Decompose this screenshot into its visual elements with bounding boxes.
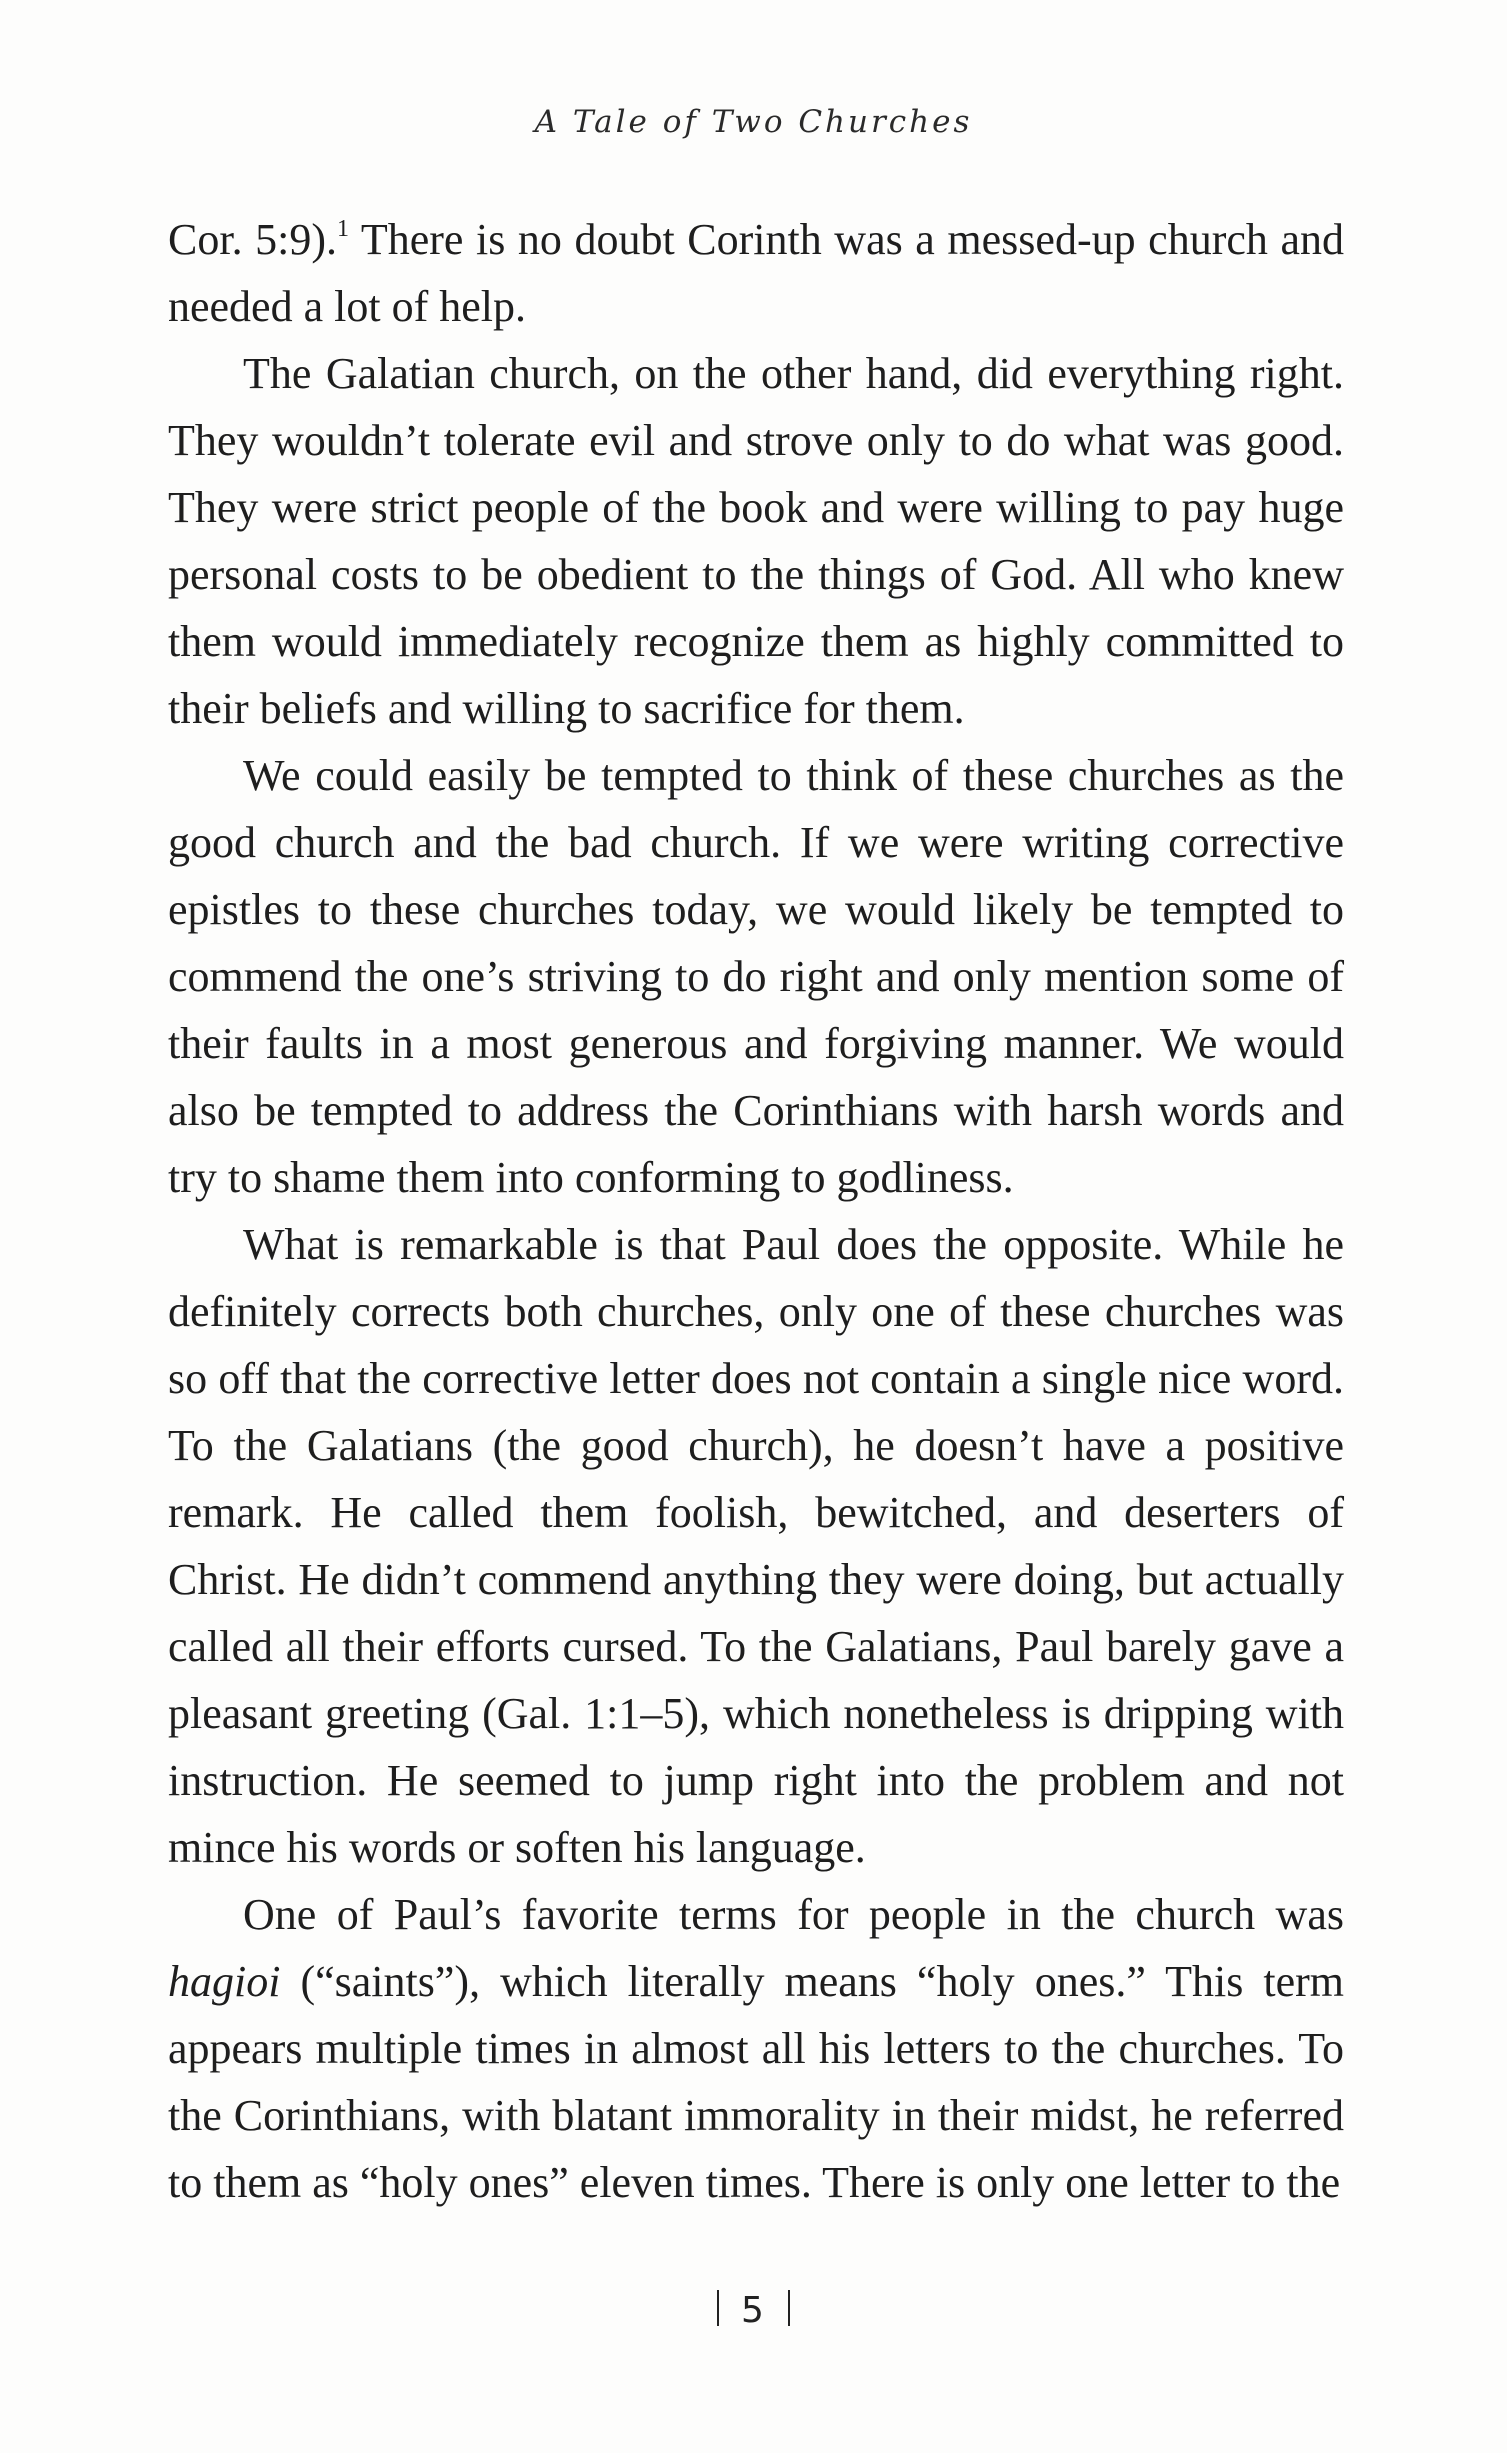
- paragraph-5: [168, 1881, 1344, 2216]
- italic-term: hagioi: [168, 1957, 281, 2006]
- paragraph-1-rest: There is no doubt Corinth was a messed-up church and needed a lot of help.: [168, 215, 1344, 331]
- body-text: [168, 206, 1344, 2216]
- paragraph-1: [168, 206, 1344, 340]
- paragraph-3: We could easily be tempted to think of these churches as the good church and the bad church. If we were writing corrective epistles to these churches today, we would likely be tempted to commend the one’s striving to do right and only mention some of their faults in a most generous and forgiving manner. We would also be tempted to address the Corinthians with harsh words and try to shame them into conforming to godliness.: [168, 751, 1344, 1202]
- page-number-value: 5: [741, 2290, 766, 2331]
- footnote-ref: 1: [337, 216, 350, 242]
- paragraph-5-lead: One of Paul’s favorite terms for people in the church was: [243, 1890, 1344, 1939]
- paragraph-5-rest: (“saints”), which literally means “holy ones.” This term appears multiple times in almost all his letters to the churches. To the Corinthians, with blatant immorality in their midst, he referred to them as “holy ones” eleven times. There is only one letter to the: [168, 1957, 1344, 2207]
- running-head: A Tale of Two Churches: [534, 104, 973, 140]
- paragraph-4: What is remarkable is that Paul does the opposite. While he definitely corrects both churches, only one of these churches was so off that the corrective letter does not contain a single nice word. To the Galatians (the good church), he doesn’t have a positive remark. He called them foolish, bewitched, and deserters of Christ. He didn’t commend anything they were doing, but actually called all their efforts cursed. To the Galatians, Paul barely gave a pleasant greeting (Gal. 1:1–5), which nonetheless is dripping with instruction. He seemed to jump right into the problem and not mince his words or soften his language.: [168, 1220, 1344, 1872]
- folio-rule-left: [717, 2290, 719, 2326]
- page-number: [0, 2290, 1507, 2331]
- paragraph-1-lead: Cor. 5:9).: [168, 215, 338, 264]
- paragraph-2: The Galatian church, on the other hand, did everything right. They wouldn’t tolerate evil and strove only to do what was good. They were strict people of the book and were willing to pay huge personal costs to be obedient to the things of God. All who knew them would immediately recognize them as highly committed to their beliefs and willing to sacrifice for them.: [168, 349, 1344, 733]
- folio-rule-right: [788, 2290, 790, 2326]
